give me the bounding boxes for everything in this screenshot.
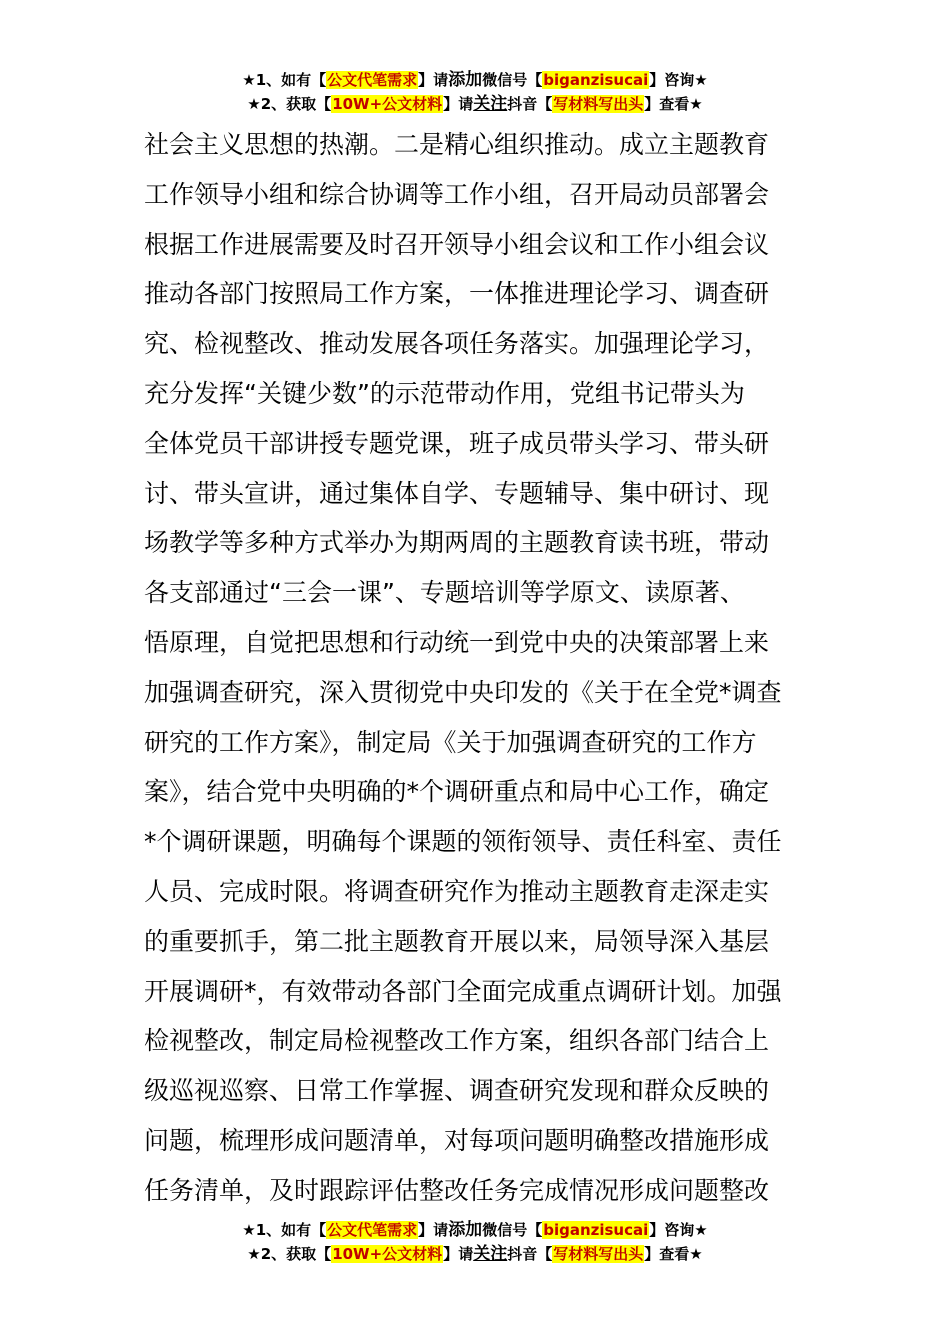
- banner-highlight: 10W+公文材料: [332, 95, 443, 113]
- banner-text: 】请: [418, 71, 449, 89]
- banner-text: ★1、如有【: [242, 1221, 327, 1239]
- body-line: 工作领导小组和综合协调等工作小组，召开局动员部署会: [144, 179, 770, 209]
- banner-highlight: 写材料写出头: [553, 95, 644, 113]
- banner-text: 】请: [443, 1245, 474, 1263]
- banner-highlight: biganzisucai: [543, 1221, 649, 1239]
- body-line: 加强调查研究，深入贯彻党中央印发的《关于在全党*调查: [144, 677, 782, 707]
- banner-text: 】咨询★: [649, 71, 708, 89]
- banner-highlight: 公文代笔需求: [327, 71, 418, 89]
- body-line: 全体党员干部讲授专题党课，班子成员带头学习、带头研: [144, 428, 770, 458]
- header-banner: [0, 68, 950, 116]
- banner-text: 】请: [418, 1221, 449, 1239]
- body-line: 的重要抓手，第二批主题教育开展以来，局领导深入基层: [144, 926, 770, 956]
- body-line: 各支部通过“三会一课”、专题培训等学原文、读原著、: [144, 578, 745, 608]
- body-line: 级巡视巡察、日常工作掌握、调查研究发现和群众反映的: [144, 1076, 770, 1106]
- body-line: 开展调研*，有效带动各部门全面完成重点调研计划。加强: [144, 976, 782, 1006]
- banner-text: 】查看★: [644, 95, 703, 113]
- banner-text: 抖音【: [507, 95, 553, 113]
- body-line: 人员、完成时限。将调查研究作为推动主题教育走深走实: [144, 876, 770, 906]
- body-line: 讨、带头宣讲，通过集体自学、专题辅导、集中研讨、现: [144, 478, 770, 508]
- banner-line-1: [0, 1218, 950, 1242]
- banner-text: 】请: [443, 95, 474, 113]
- footer-banner: [0, 1218, 950, 1266]
- body-line: 悟原理，自觉把思想和行动统一到党中央的决策部署上来: [144, 627, 770, 657]
- body-line: 任务清单，及时跟踪评估整改任务完成情况形成问题整改: [144, 1175, 770, 1205]
- banner-line-2: [0, 1242, 950, 1266]
- banner-line-1: [0, 68, 950, 92]
- banner-text: ★2、获取【: [247, 1245, 332, 1263]
- body-line: *个调研课题，明确每个课题的领衔领导、责任科室、责任: [144, 827, 782, 857]
- body-line: 检视整改，制定局检视整改工作方案，组织各部门结合上: [144, 1026, 770, 1056]
- body-line: 研究的工作方案》，制定局《关于加强调查研究的工作方: [144, 727, 757, 757]
- document-body: [144, 120, 808, 1216]
- banner-text: 微信号【: [482, 1221, 543, 1239]
- banner-emphasis: 添加: [448, 1220, 483, 1240]
- banner-text: 抖音【: [507, 1245, 553, 1263]
- banner-text: 】查看★: [644, 1245, 703, 1263]
- banner-text: ★2、获取【: [247, 95, 332, 113]
- body-line: 推动各部门按照局工作方案，一体推进理论学习、调查研: [144, 279, 770, 309]
- banner-highlight: 公文代笔需求: [327, 1221, 418, 1239]
- body-line: 问题，梳理形成问题清单，对每项问题明确整改措施形成: [144, 1125, 770, 1155]
- banner-highlight: 写材料写出头: [553, 1245, 644, 1263]
- banner-line-2: [0, 92, 950, 116]
- banner-text: 微信号【: [482, 71, 543, 89]
- body-line: 充分发挥“关键少数”的示范带动作用，党组书记带头为: [144, 378, 745, 408]
- banner-emphasis: 关注: [473, 94, 508, 114]
- body-line: 究、检视整改、推动发展各项任务落实。加强理论学习，: [144, 329, 770, 359]
- body-line: 根据工作进展需要及时召开领导小组会议和工作小组会议: [144, 229, 770, 259]
- banner-text: 】咨询★: [649, 1221, 708, 1239]
- banner-text: ★1、如有【: [242, 71, 327, 89]
- banner-highlight: 10W+公文材料: [332, 1245, 443, 1263]
- banner-emphasis: 添加: [448, 70, 483, 90]
- banner-emphasis: 关注: [473, 1244, 508, 1264]
- body-line: 案》，结合党中央明确的*个调研重点和局中心工作，确定: [144, 777, 770, 807]
- body-line: 场教学等多种方式举办为期两周的主题教育读书班，带动: [144, 528, 770, 558]
- body-line: 社会主义思想的热潮。二是精心组织推动。成立主题教育: [144, 130, 770, 159]
- banner-highlight: biganzisucai: [543, 71, 649, 89]
